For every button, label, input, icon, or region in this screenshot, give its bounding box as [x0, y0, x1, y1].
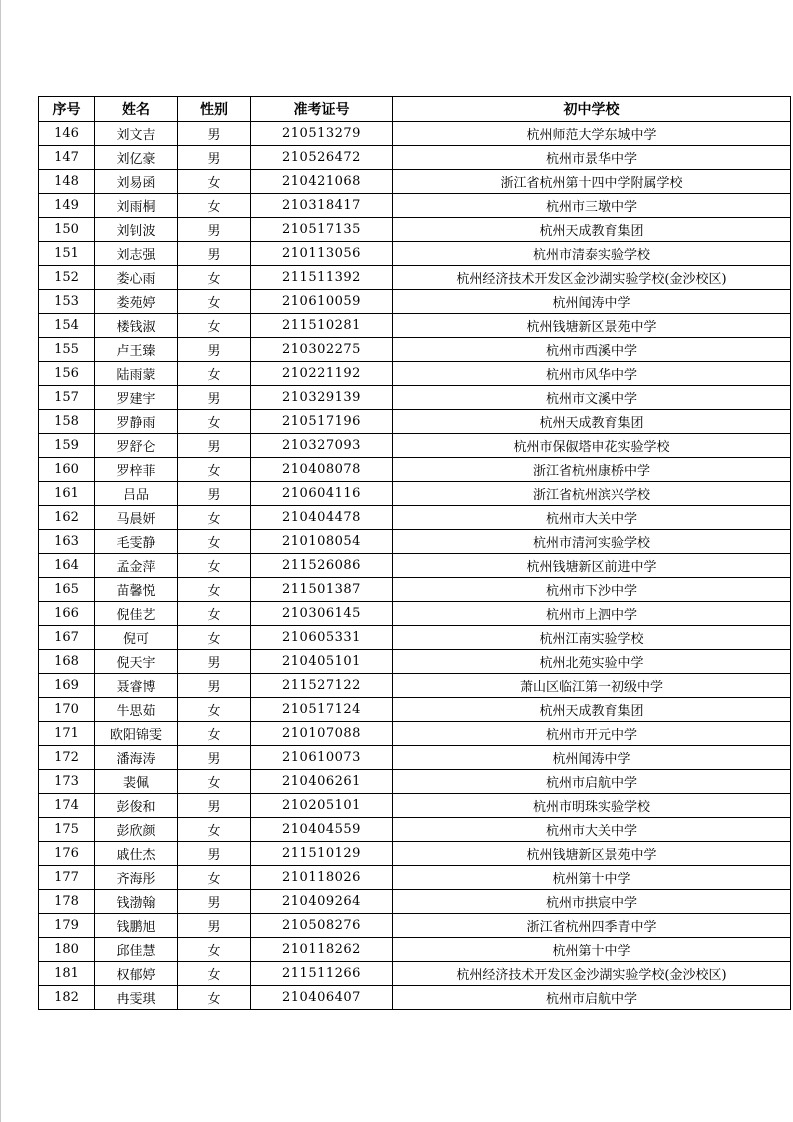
- cell-school: 萧山区临江第一初级中学: [393, 674, 791, 698]
- cell-exam-id: 211501387: [251, 578, 393, 602]
- cell-seq: 172: [39, 746, 95, 770]
- table-row: [39, 362, 791, 386]
- table-row: [39, 314, 791, 338]
- cell-exam-id: 210205101: [251, 794, 393, 818]
- cell-seq: 152: [39, 266, 95, 290]
- table-row: [39, 266, 791, 290]
- cell-seq: 155: [39, 338, 95, 362]
- cell-name: 罗舒仑: [95, 434, 178, 458]
- cell-name: 罗梓菲: [95, 458, 178, 482]
- table-row: [39, 890, 791, 914]
- cell-name: 裴佩: [95, 770, 178, 794]
- table-row: [39, 122, 791, 146]
- cell-exam-id: 211527122: [251, 674, 393, 698]
- cell-name: 刘雨桐: [95, 194, 178, 218]
- table-row: [39, 194, 791, 218]
- cell-gender: 男: [178, 242, 251, 266]
- cell-gender: 女: [178, 410, 251, 434]
- cell-exam-id: 210421068: [251, 170, 393, 194]
- cell-gender: 女: [178, 194, 251, 218]
- cell-name: 刘文吉: [95, 122, 178, 146]
- cell-name: 刘亿豪: [95, 146, 178, 170]
- cell-exam-id: 210404478: [251, 506, 393, 530]
- cell-gender: 男: [178, 842, 251, 866]
- cell-exam-id: 210405101: [251, 650, 393, 674]
- cell-exam-id: 210406407: [251, 986, 393, 1010]
- cell-name: 孟金萍: [95, 554, 178, 578]
- cell-name: 彭俊和: [95, 794, 178, 818]
- cell-exam-id: 210221192: [251, 362, 393, 386]
- cell-seq: 159: [39, 434, 95, 458]
- cell-school: 浙江省杭州第十四中学附属学校: [393, 170, 791, 194]
- cell-name: 牛思茹: [95, 698, 178, 722]
- cell-gender: 女: [178, 602, 251, 626]
- cell-gender: 女: [178, 698, 251, 722]
- cell-seq: 156: [39, 362, 95, 386]
- cell-school: 杭州市清泰实验学校: [393, 242, 791, 266]
- cell-seq: 146: [39, 122, 95, 146]
- cell-name: 潘海涛: [95, 746, 178, 770]
- cell-gender: 女: [178, 170, 251, 194]
- cell-gender: 女: [178, 266, 251, 290]
- table-row: [39, 866, 791, 890]
- cell-gender: 女: [178, 986, 251, 1010]
- cell-gender: 女: [178, 314, 251, 338]
- cell-school: 杭州经济技术开发区金沙湖实验学校(金沙校区): [393, 962, 791, 986]
- table-row: [39, 146, 791, 170]
- cell-name: 吕品: [95, 482, 178, 506]
- cell-school: 杭州市文溪中学: [393, 386, 791, 410]
- cell-gender: 女: [178, 626, 251, 650]
- table-row: [39, 218, 791, 242]
- cell-school: 杭州市景华中学: [393, 146, 791, 170]
- cell-exam-id: 211526086: [251, 554, 393, 578]
- table-row: [39, 770, 791, 794]
- cell-gender: 女: [178, 578, 251, 602]
- cell-gender: 男: [178, 218, 251, 242]
- cell-seq: 181: [39, 962, 95, 986]
- cell-school: 浙江省杭州康桥中学: [393, 458, 791, 482]
- cell-exam-id: 211511392: [251, 266, 393, 290]
- cell-exam-id: 210113056: [251, 242, 393, 266]
- cell-name: 马晨妍: [95, 506, 178, 530]
- cell-name: 彭欣颜: [95, 818, 178, 842]
- cell-seq: 149: [39, 194, 95, 218]
- cell-school: 杭州市三墩中学: [393, 194, 791, 218]
- cell-exam-id: 211511266: [251, 962, 393, 986]
- cell-seq: 153: [39, 290, 95, 314]
- cell-name: 欧阳锦雯: [95, 722, 178, 746]
- cell-seq: 163: [39, 530, 95, 554]
- cell-seq: 175: [39, 818, 95, 842]
- cell-seq: 158: [39, 410, 95, 434]
- cell-name: 刘钊波: [95, 218, 178, 242]
- cell-school: 杭州市风华中学: [393, 362, 791, 386]
- cell-exam-id: 210517196: [251, 410, 393, 434]
- cell-exam-id: 210108054: [251, 530, 393, 554]
- cell-school: 杭州师范大学东城中学: [393, 122, 791, 146]
- cell-gender: 女: [178, 290, 251, 314]
- cell-exam-id: 210408078: [251, 458, 393, 482]
- table-row: [39, 794, 791, 818]
- cell-school: 杭州第十中学: [393, 938, 791, 962]
- cell-seq: 151: [39, 242, 95, 266]
- cell-exam-id: 210517135: [251, 218, 393, 242]
- cell-seq: 147: [39, 146, 95, 170]
- cell-name: 钱鹏旭: [95, 914, 178, 938]
- cell-seq: 148: [39, 170, 95, 194]
- cell-seq: 154: [39, 314, 95, 338]
- cell-school: 杭州钱塘新区景苑中学: [393, 842, 791, 866]
- cell-gender: 男: [178, 650, 251, 674]
- cell-exam-id: 210404559: [251, 818, 393, 842]
- cell-seq: 167: [39, 626, 95, 650]
- cell-school: 杭州天成教育集团: [393, 218, 791, 242]
- cell-school: 杭州市启航中学: [393, 770, 791, 794]
- cell-name: 刘志强: [95, 242, 178, 266]
- cell-exam-id: 210107088: [251, 722, 393, 746]
- header-school: 初中学校: [393, 97, 791, 122]
- cell-exam-id: 210118262: [251, 938, 393, 962]
- cell-seq: 157: [39, 386, 95, 410]
- cell-name: 钱渤翰: [95, 890, 178, 914]
- cell-gender: 男: [178, 146, 251, 170]
- cell-gender: 女: [178, 770, 251, 794]
- cell-exam-id: 210318417: [251, 194, 393, 218]
- cell-seq: 176: [39, 842, 95, 866]
- cell-school: 浙江省杭州滨兴学校: [393, 482, 791, 506]
- cell-seq: 162: [39, 506, 95, 530]
- cell-exam-id: 210517124: [251, 698, 393, 722]
- cell-school: 杭州市拱宸中学: [393, 890, 791, 914]
- table-row: [39, 746, 791, 770]
- table-row: [39, 242, 791, 266]
- page-edge: [0, 0, 1, 1122]
- cell-seq: 180: [39, 938, 95, 962]
- table-row: [39, 506, 791, 530]
- table-row: [39, 938, 791, 962]
- cell-gender: 男: [178, 482, 251, 506]
- cell-name: 卢王臻: [95, 338, 178, 362]
- table-row: [39, 698, 791, 722]
- cell-seq: 169: [39, 674, 95, 698]
- cell-name: 娄心雨: [95, 266, 178, 290]
- cell-name: 冉雯琪: [95, 986, 178, 1010]
- cell-gender: 男: [178, 746, 251, 770]
- table-row: [39, 602, 791, 626]
- cell-name: 邱佳慧: [95, 938, 178, 962]
- header-seq: 序号: [39, 97, 95, 122]
- cell-gender: 女: [178, 722, 251, 746]
- cell-seq: 160: [39, 458, 95, 482]
- cell-school: 杭州市大关中学: [393, 506, 791, 530]
- cell-exam-id: 211510129: [251, 842, 393, 866]
- cell-exam-id: 210409264: [251, 890, 393, 914]
- cell-school: 杭州市上泗中学: [393, 602, 791, 626]
- cell-gender: 男: [178, 890, 251, 914]
- cell-gender: 女: [178, 962, 251, 986]
- table-row: [39, 458, 791, 482]
- table-row: [39, 626, 791, 650]
- student-roster-table: [38, 96, 791, 1010]
- cell-exam-id: 210327093: [251, 434, 393, 458]
- cell-school: 杭州经济技术开发区金沙湖实验学校(金沙校区): [393, 266, 791, 290]
- cell-exam-id: 210610059: [251, 290, 393, 314]
- table-row: [39, 170, 791, 194]
- cell-school: 杭州北苑实验中学: [393, 650, 791, 674]
- cell-name: 刘易函: [95, 170, 178, 194]
- cell-school: 杭州钱塘新区景苑中学: [393, 314, 791, 338]
- table-row: [39, 386, 791, 410]
- table-row: [39, 914, 791, 938]
- table-row: [39, 842, 791, 866]
- cell-exam-id: 210406261: [251, 770, 393, 794]
- cell-school: 杭州市明珠实验学校: [393, 794, 791, 818]
- table-row: [39, 482, 791, 506]
- cell-school: 杭州第十中学: [393, 866, 791, 890]
- cell-school: 杭州市西溪中学: [393, 338, 791, 362]
- cell-seq: 170: [39, 698, 95, 722]
- cell-school: 杭州江南实验学校: [393, 626, 791, 650]
- cell-seq: 164: [39, 554, 95, 578]
- cell-gender: 男: [178, 434, 251, 458]
- cell-exam-id: 210610073: [251, 746, 393, 770]
- cell-gender: 男: [178, 674, 251, 698]
- cell-name: 楼钱淑: [95, 314, 178, 338]
- cell-seq: 174: [39, 794, 95, 818]
- cell-school: 杭州市清河实验学校: [393, 530, 791, 554]
- cell-name: 齐海彤: [95, 866, 178, 890]
- cell-gender: 男: [178, 386, 251, 410]
- cell-exam-id: 210604116: [251, 482, 393, 506]
- cell-seq: 173: [39, 770, 95, 794]
- cell-school: 杭州钱塘新区前进中学: [393, 554, 791, 578]
- cell-gender: 女: [178, 866, 251, 890]
- cell-gender: 女: [178, 458, 251, 482]
- cell-seq: 178: [39, 890, 95, 914]
- cell-exam-id: 210306145: [251, 602, 393, 626]
- cell-seq: 177: [39, 866, 95, 890]
- cell-exam-id: 210605331: [251, 626, 393, 650]
- cell-seq: 182: [39, 986, 95, 1010]
- cell-school: 杭州市开元中学: [393, 722, 791, 746]
- cell-gender: 男: [178, 914, 251, 938]
- cell-name: 倪佳艺: [95, 602, 178, 626]
- cell-exam-id: 210508276: [251, 914, 393, 938]
- table-row: [39, 962, 791, 986]
- cell-name: 娄苑婷: [95, 290, 178, 314]
- cell-exam-id: 211510281: [251, 314, 393, 338]
- cell-seq: 161: [39, 482, 95, 506]
- cell-gender: 女: [178, 554, 251, 578]
- cell-gender: 女: [178, 938, 251, 962]
- cell-name: 毛雯静: [95, 530, 178, 554]
- table-row: [39, 434, 791, 458]
- table-row: [39, 530, 791, 554]
- cell-seq: 179: [39, 914, 95, 938]
- cell-gender: 男: [178, 122, 251, 146]
- cell-gender: 女: [178, 818, 251, 842]
- table-row: [39, 578, 791, 602]
- cell-name: 倪天宇: [95, 650, 178, 674]
- cell-school: 杭州市大关中学: [393, 818, 791, 842]
- cell-name: 权郁婷: [95, 962, 178, 986]
- table-row: [39, 338, 791, 362]
- cell-exam-id: 210118026: [251, 866, 393, 890]
- cell-school: 杭州市下沙中学: [393, 578, 791, 602]
- cell-exam-id: 210513279: [251, 122, 393, 146]
- cell-seq: 168: [39, 650, 95, 674]
- cell-school: 浙江省杭州四季青中学: [393, 914, 791, 938]
- table-row: [39, 674, 791, 698]
- header-gender: 性别: [178, 97, 251, 122]
- cell-gender: 男: [178, 794, 251, 818]
- cell-school: 杭州闻涛中学: [393, 746, 791, 770]
- table-row: [39, 290, 791, 314]
- table-row: [39, 650, 791, 674]
- table-body: [39, 122, 791, 1010]
- cell-exam-id: 210526472: [251, 146, 393, 170]
- cell-name: 陆雨蒙: [95, 362, 178, 386]
- cell-school: 杭州市启航中学: [393, 986, 791, 1010]
- cell-name: 聂睿博: [95, 674, 178, 698]
- cell-name: 罗静雨: [95, 410, 178, 434]
- cell-exam-id: 210329139: [251, 386, 393, 410]
- cell-gender: 女: [178, 362, 251, 386]
- cell-school: 杭州闻涛中学: [393, 290, 791, 314]
- cell-name: 苗馨悦: [95, 578, 178, 602]
- table-row: [39, 722, 791, 746]
- cell-seq: 165: [39, 578, 95, 602]
- cell-name: 倪可: [95, 626, 178, 650]
- cell-seq: 171: [39, 722, 95, 746]
- cell-gender: 男: [178, 338, 251, 362]
- cell-exam-id: 210302275: [251, 338, 393, 362]
- table-row: [39, 554, 791, 578]
- header-name: 姓名: [95, 97, 178, 122]
- cell-name: 戚仕杰: [95, 842, 178, 866]
- cell-school: 杭州天成教育集团: [393, 698, 791, 722]
- cell-name: 罗建宇: [95, 386, 178, 410]
- table-row: [39, 818, 791, 842]
- cell-gender: 女: [178, 530, 251, 554]
- header-row: [39, 97, 791, 122]
- cell-seq: 150: [39, 218, 95, 242]
- cell-school: 杭州天成教育集团: [393, 410, 791, 434]
- cell-gender: 女: [178, 506, 251, 530]
- table-row: [39, 410, 791, 434]
- cell-school: 杭州市保俶塔申花实验学校: [393, 434, 791, 458]
- cell-seq: 166: [39, 602, 95, 626]
- table-row: [39, 986, 791, 1010]
- header-exam-id: 准考证号: [251, 97, 393, 122]
